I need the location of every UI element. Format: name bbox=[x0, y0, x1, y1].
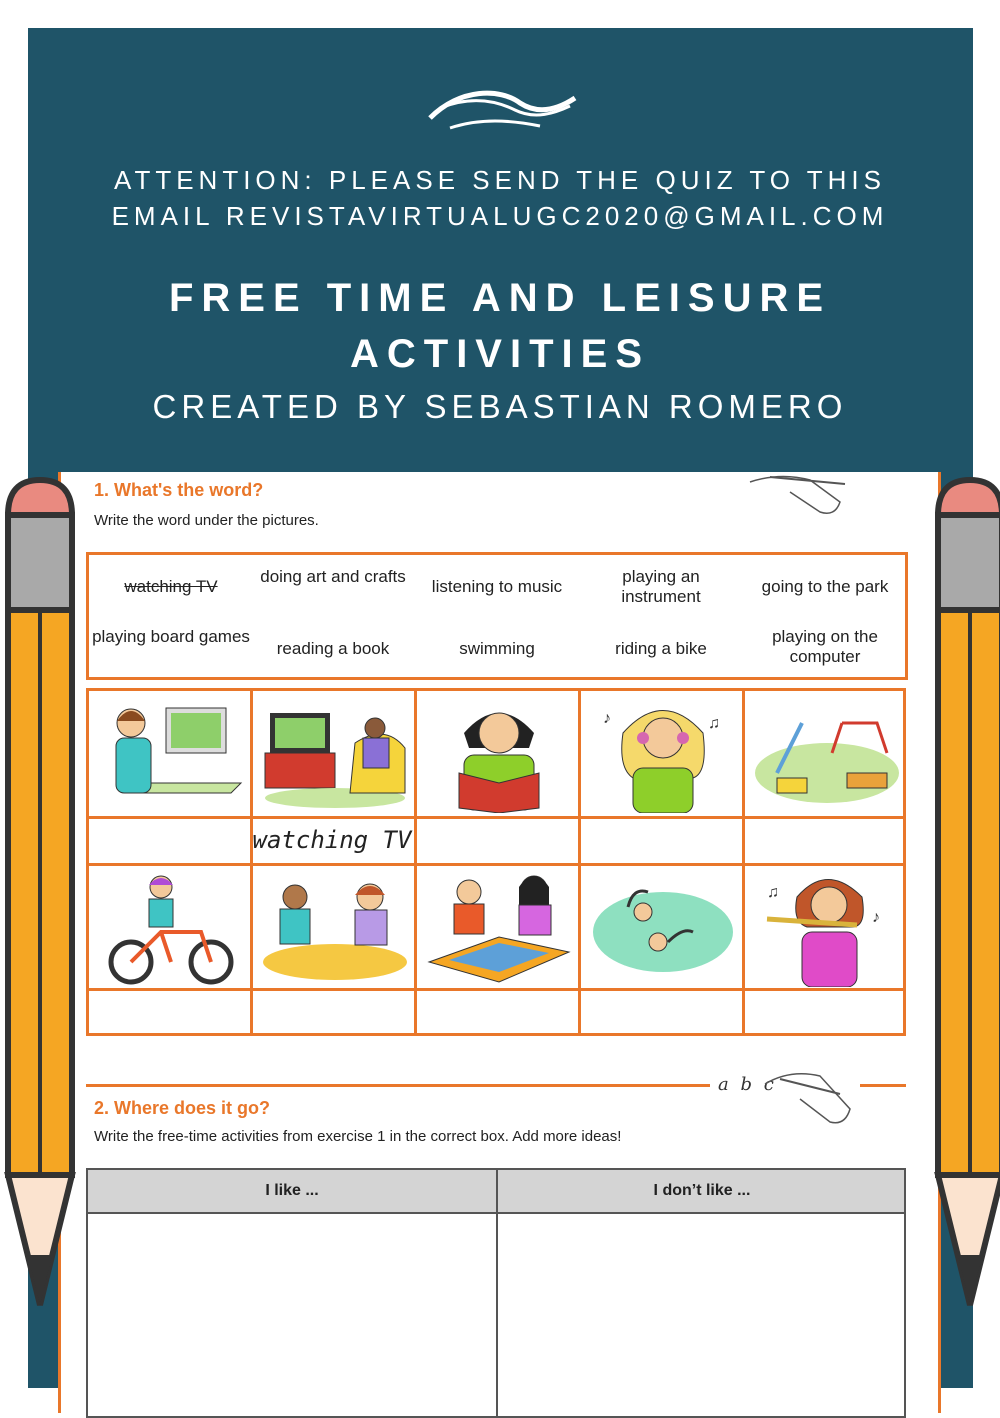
pencil-right-icon bbox=[930, 475, 1000, 1315]
exercise2-instruction: Write the free-time activities from exercise 1 in the correct box. Add more ideas! bbox=[94, 1128, 622, 1145]
exercise1-heading: 1. What's the word? bbox=[94, 480, 264, 500]
word-bank-item: riding a bike bbox=[615, 639, 707, 658]
word-bank-item: playing an instrument bbox=[621, 567, 701, 606]
svg-text:♪: ♪ bbox=[603, 710, 611, 727]
abc-decoration: a b c bbox=[718, 1074, 777, 1095]
writing-hand-icon bbox=[760, 1064, 860, 1134]
page-title: FREE TIME AND LEISURE ACTIVITIES bbox=[168, 276, 832, 376]
svg-text:♪: ♪ bbox=[872, 909, 880, 926]
swimmers-icon bbox=[583, 867, 741, 987]
crafts-pair-icon bbox=[255, 867, 413, 987]
section-divider bbox=[860, 1084, 906, 1087]
flute-girl-icon bbox=[747, 867, 905, 987]
music-girl-icon bbox=[583, 693, 741, 813]
park-icon bbox=[747, 693, 905, 813]
word-bank-item: swimming bbox=[459, 639, 535, 658]
i-dont-like-answer-area[interactable] bbox=[500, 1214, 904, 1414]
boardgame-pair-icon bbox=[419, 867, 577, 987]
pencil-left-icon bbox=[0, 475, 80, 1315]
picture-grid bbox=[86, 688, 906, 1036]
word-bank-item: going to the park bbox=[761, 577, 889, 596]
exercise2-heading: 2. Where does it go? bbox=[94, 1098, 271, 1118]
word-bank bbox=[86, 552, 908, 680]
answer-watching-tv[interactable]: watching TV bbox=[252, 826, 412, 854]
word-bank-item: playing board games bbox=[92, 627, 250, 646]
like-dislike-table bbox=[86, 1168, 906, 1418]
column-i-like: I like ... bbox=[265, 1182, 319, 1199]
exercise1-instruction: Write the word under the pictures. bbox=[94, 512, 319, 529]
word-bank-item: reading a book bbox=[276, 639, 390, 658]
svg-text:♫: ♫ bbox=[708, 715, 720, 732]
word-bank-item: watching TV bbox=[124, 577, 218, 596]
bike-boy-icon bbox=[91, 867, 249, 987]
wave-logo-icon bbox=[420, 78, 580, 138]
word-bank-item: playing on the computer bbox=[772, 627, 878, 666]
svg-text:♫: ♫ bbox=[767, 884, 779, 901]
i-like-answer-area[interactable] bbox=[88, 1214, 494, 1414]
reading-girl-icon bbox=[419, 693, 577, 813]
column-i-dont-like: I don’t like ... bbox=[653, 1182, 751, 1199]
attention-notice: ATTENTION: PLEASE SEND THE QUIZ TO THIS EMAIL REVISTAVIRTUALUGC2020@GMAIL.COM bbox=[111, 165, 889, 231]
tv-boy-icon bbox=[255, 693, 413, 813]
section-divider bbox=[86, 1084, 710, 1087]
word-bank-item: listening to music bbox=[431, 577, 563, 596]
author-credit: CREATED BY SEBASTIAN ROMERO bbox=[152, 388, 848, 425]
writing-hand-icon bbox=[740, 472, 860, 522]
word-bank-item: doing art and crafts bbox=[260, 567, 406, 586]
computer-girl-icon bbox=[91, 693, 249, 813]
